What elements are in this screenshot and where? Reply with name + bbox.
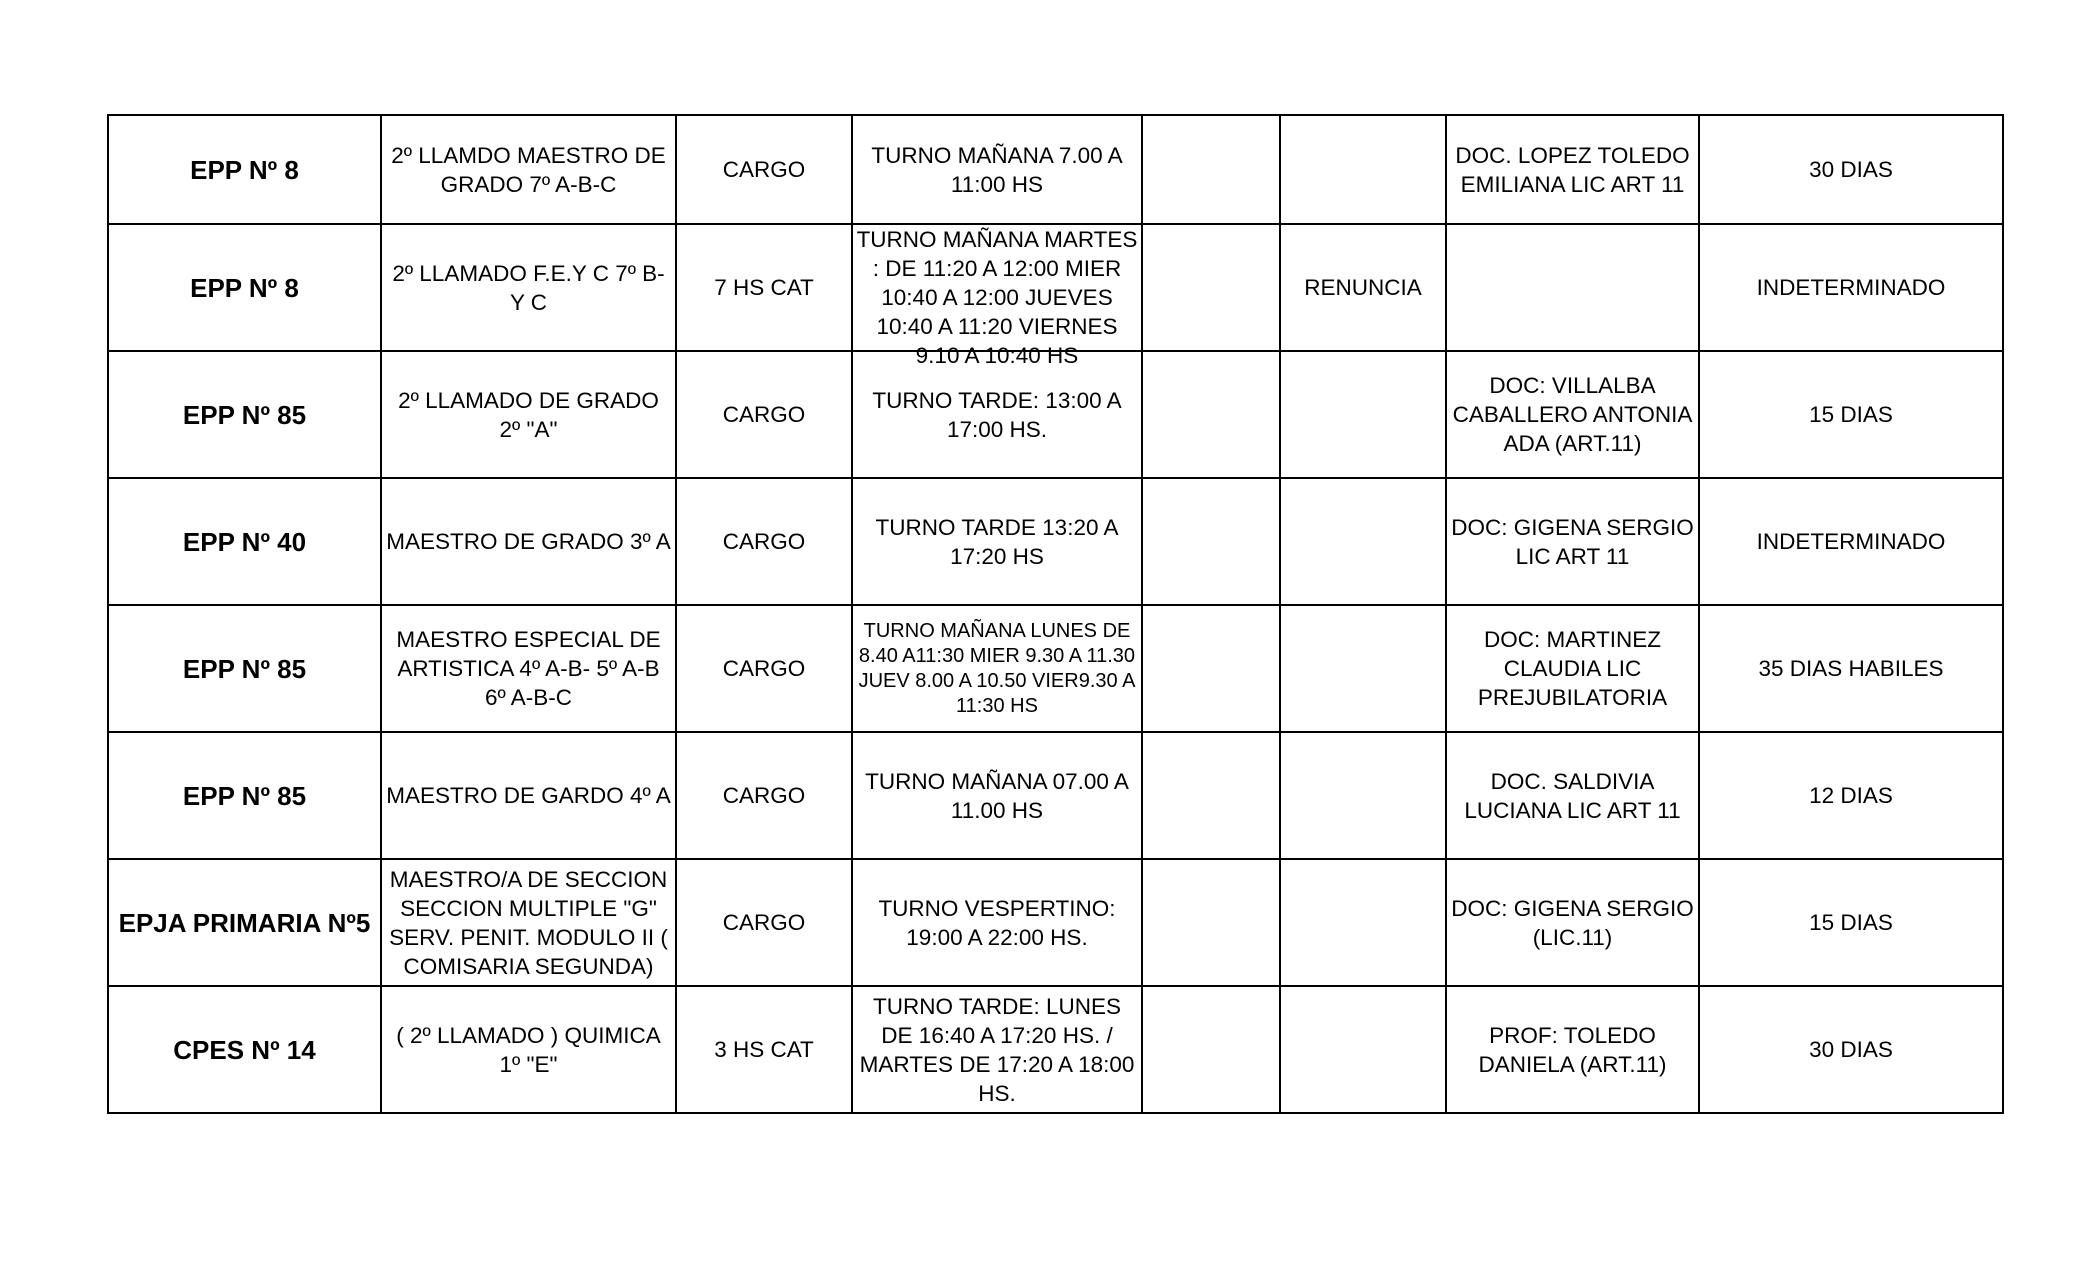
- schedule-cell: TURNO MAÑANA LUNES DE 8.40 A11:30 MIER 9.30 A 11.30 JUEV 8.00 A 10.50 VIER9.30 A 11:30 HS: [852, 605, 1142, 732]
- schedule-cell: TURNO TARDE: 13:00 A 17:00 HS.: [852, 351, 1142, 478]
- position-cell: MAESTRO ESPECIAL DE ARTISTICA 4º A-B- 5º A-B 6º A-B-C: [381, 605, 676, 732]
- reason-cell: [1280, 605, 1446, 732]
- type-cell: CARGO: [676, 605, 852, 732]
- replaced-teacher-cell: DOC: GIGENA SERGIO (LIC.11): [1446, 859, 1699, 986]
- empty-cell: [1142, 859, 1280, 986]
- position-cell: MAESTRO DE GARDO 4º A: [381, 732, 676, 859]
- duration-cell: 30 DIAS: [1699, 115, 2003, 224]
- schedule-cell: TURNO TARDE: LUNES DE 16:40 A 17:20 HS. / MARTES DE 17:20 A 18:00 HS.: [852, 986, 1142, 1113]
- schedule-cell: [852, 224, 1142, 368]
- replaced-teacher-cell: DOC. SALDIVIA LUCIANA LIC ART 11: [1446, 732, 1699, 859]
- schedule-cell: TURNO MAÑANA 07.00 A 11.00 HS: [852, 732, 1142, 859]
- type-cell: CARGO: [676, 859, 852, 986]
- position-cell: 2º LLAMADO F.E.Y C 7º B-Y C: [381, 224, 676, 351]
- empty-cell: [1142, 732, 1280, 859]
- duration-cell: INDETERMINADO: [1699, 478, 2003, 605]
- position-cell: 2º LLAMDO MAESTRO DE GRADO 7º A-B-C: [381, 115, 676, 224]
- reason-cell: [1280, 732, 1446, 859]
- empty-cell: [1142, 115, 1280, 224]
- school-cell: EPP Nº 8: [108, 115, 381, 224]
- position-text: MAESTRO/A DE SECCION SECCION MULTIPLE "G" SERV. PENIT. MODULO II ( COMISARIA SEGUNDA): [389, 866, 668, 979]
- empty-cell: [1142, 986, 1280, 1113]
- type-cell: 7 HS CAT: [676, 224, 852, 351]
- type-cell: CARGO: [676, 351, 852, 478]
- schedule-text: TURNO MAÑANA MARTES : DE 11:20 A 12:00 MIER 10:40 A 12:00 JUEVES 10:40 A 11:20 VIERNES 9.10 A 10:40 HS: [856, 227, 1138, 368]
- replaced-teacher-cell: DOC. LOPEZ TOLEDO EMILIANA LIC ART 11: [1446, 115, 1699, 224]
- schedule-cell: TURNO MAÑANA 7.00 A 11:00 HS: [852, 115, 1142, 224]
- reason-cell: [1280, 115, 1446, 224]
- table-row: [108, 732, 2003, 859]
- empty-cell: [1142, 478, 1280, 605]
- school-cell: EPP Nº 85: [108, 351, 381, 478]
- school-cell: EPJA PRIMARIA Nº5: [108, 859, 381, 986]
- position-cell: MAESTRO DE GRADO 3º A: [381, 478, 676, 605]
- type-cell: CARGO: [676, 732, 852, 859]
- vacancies-table: [107, 114, 2004, 1114]
- replaced-teacher-cell: DOC: GIGENA SERGIO LIC ART 11: [1446, 478, 1699, 605]
- duration-cell: 15 DIAS: [1699, 859, 2003, 986]
- type-cell: CARGO: [676, 115, 852, 224]
- school-cell: EPP Nº 8: [108, 224, 381, 351]
- table-row: [108, 115, 2003, 224]
- duration-cell: 12 DIAS: [1699, 732, 2003, 859]
- replaced-teacher-cell: PROF: TOLEDO DANIELA (ART.11): [1446, 986, 1699, 1113]
- reason-cell: [1280, 478, 1446, 605]
- schedule-cell: TURNO VESPERTINO: 19:00 A 22:00 HS.: [852, 859, 1142, 986]
- position-cell: ( 2º LLAMADO ) QUIMICA 1º "E": [381, 986, 676, 1113]
- table-row: [108, 859, 2003, 986]
- school-cell: EPP Nº 85: [108, 605, 381, 732]
- position-cell: 2º LLAMADO DE GRADO 2º "A": [381, 351, 676, 478]
- school-cell: CPES Nº 14: [108, 986, 381, 1113]
- duration-cell: 35 DIAS HABILES: [1699, 605, 2003, 732]
- reason-cell: RENUNCIA: [1280, 224, 1446, 351]
- empty-cell: [1142, 224, 1280, 351]
- empty-cell: [1142, 351, 1280, 478]
- duration-cell: 15 DIAS: [1699, 351, 2003, 478]
- table-row: [108, 478, 2003, 605]
- duration-cell: 30 DIAS: [1699, 986, 2003, 1113]
- school-cell: EPP Nº 85: [108, 732, 381, 859]
- table-row: [108, 605, 2003, 732]
- table-row: [108, 351, 2003, 478]
- reason-cell: [1280, 986, 1446, 1113]
- table-row: [108, 986, 2003, 1113]
- school-cell: EPP Nº 40: [108, 478, 381, 605]
- reason-cell: [1280, 859, 1446, 986]
- empty-cell: [1142, 605, 1280, 732]
- type-cell: CARGO: [676, 478, 852, 605]
- duration-cell: INDETERMINADO: [1699, 224, 2003, 351]
- reason-cell: [1280, 351, 1446, 478]
- replaced-teacher-cell: DOC: VILLALBA CABALLERO ANTONIA ADA (ART.11): [1446, 351, 1699, 478]
- table-row: [108, 224, 2003, 351]
- type-cell: 3 HS CAT: [676, 986, 852, 1113]
- position-cell: [381, 859, 676, 986]
- schedule-cell: TURNO TARDE 13:20 A 17:20 HS: [852, 478, 1142, 605]
- replaced-teacher-cell: [1446, 224, 1699, 351]
- replaced-teacher-cell: DOC: MARTINEZ CLAUDIA LIC PREJUBILATORIA: [1446, 605, 1699, 732]
